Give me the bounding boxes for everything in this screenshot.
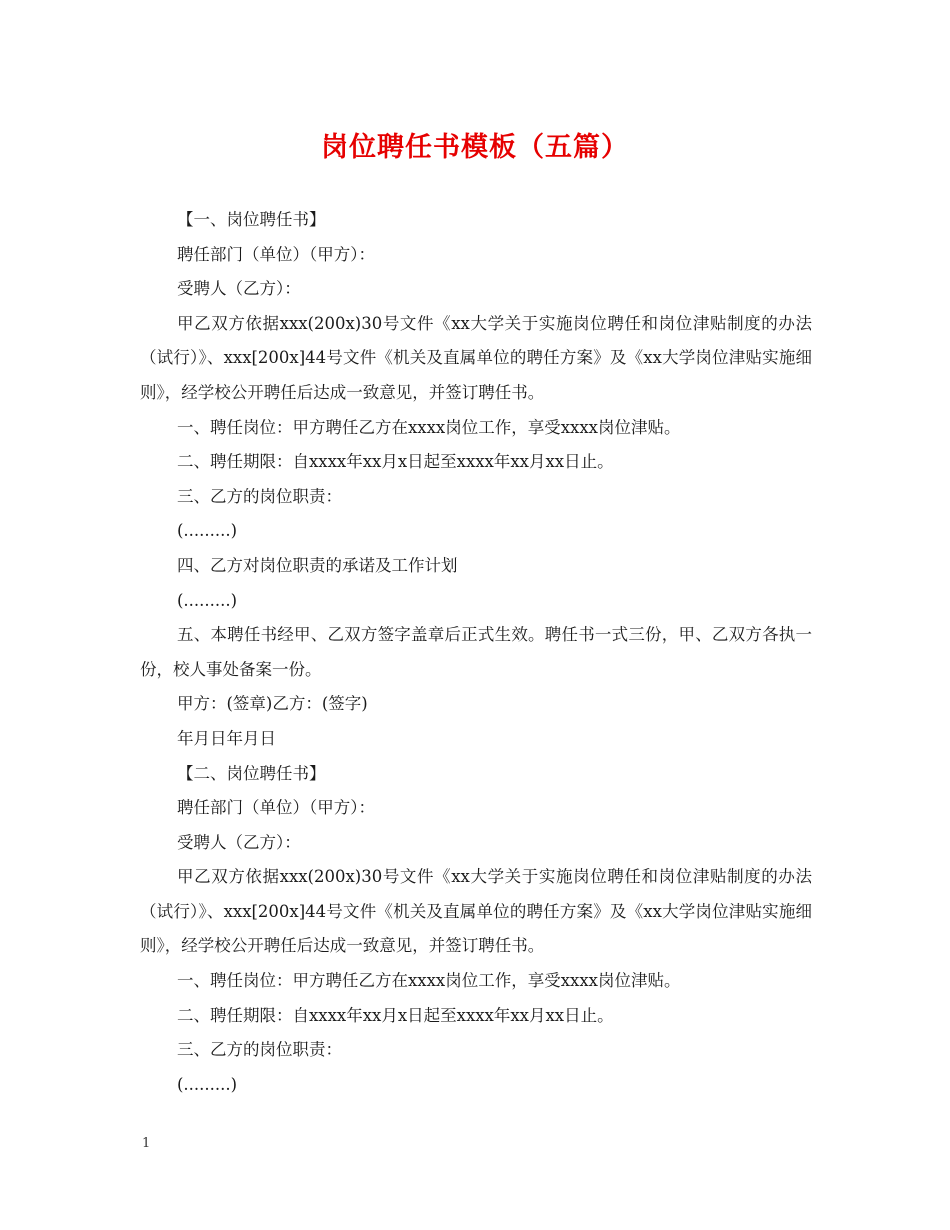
clause-term: 二、聘任期限：自xxxx年xx月x日起至xxxx年xx月xx日止。 [177,1005,614,1025]
placeholder-ellipsis: (.........) [177,1074,238,1094]
employee-line: 受聘人（乙方）： [177,279,301,299]
basis-paragraph: 甲乙双方依据xxx(200x)30号文件《xx大学关于实施岗位聘任和岗位津贴制度的办法（试行）》、xxx[200x]44号文件《机关及直属单位的聘任方案》及《xx大学岗位津贴实施细则》，经学校公开聘任后达成一致意见，并签订聘任书。 [140,867,812,956]
clause-position: 一、聘任岗位：甲方聘任乙方在xxxx岗位工作，享受xxxx岗位津贴。 [177,417,681,437]
clause-position: 一、聘任岗位：甲方聘任乙方在xxxx岗位工作，享受xxxx岗位津贴。 [177,971,681,991]
document-title: 岗位聘任书模板（五篇） [321,132,629,163]
clause-term: 二、聘任期限：自xxxx年xx月x日起至xxxx年xx月xx日止。 [177,452,614,472]
placeholder-ellipsis: (.........) [177,590,238,610]
page-number: 1 [142,1136,151,1151]
clause-commitment: 四、乙方对岗位职责的承诺及工作计划 [177,555,458,575]
signature-line: 甲方：(签章)乙方：(签字) [177,694,368,714]
clause-duties: 三、乙方的岗位职责： [177,1040,342,1060]
section-heading-1: 【一、岗位聘任书】 [177,210,326,229]
clause-effective: 五、本聘任书经甲、乙双方签字盖章后正式生效。聘任书一式三份，甲、乙双方各执一份，校人事处备案一份。 [140,625,812,679]
basis-paragraph: 甲乙双方依据xxx(200x)30号文件《xx大学关于实施岗位聘任和岗位津贴制度的办法（试行）》、xxx[200x]44号文件《机关及直属单位的聘任方案》及《xx大学岗位津贴实施细则》，经学校公开聘任后达成一致意见，并签订聘任书。 [140,313,812,402]
employee-line: 受聘人（乙方）： [177,832,301,852]
clause-duties: 三、乙方的岗位职责： [177,486,342,506]
section-heading-2: 【二、岗位聘任书】 [177,763,326,783]
employer-line: 聘任部门（单位）（甲方）： [177,798,375,818]
placeholder-ellipsis: (.........) [177,521,238,541]
document-body [140,203,812,1102]
employer-line: 聘任部门（单位）（甲方）： [177,244,375,264]
date-line: 年月日年月日 [177,728,276,748]
